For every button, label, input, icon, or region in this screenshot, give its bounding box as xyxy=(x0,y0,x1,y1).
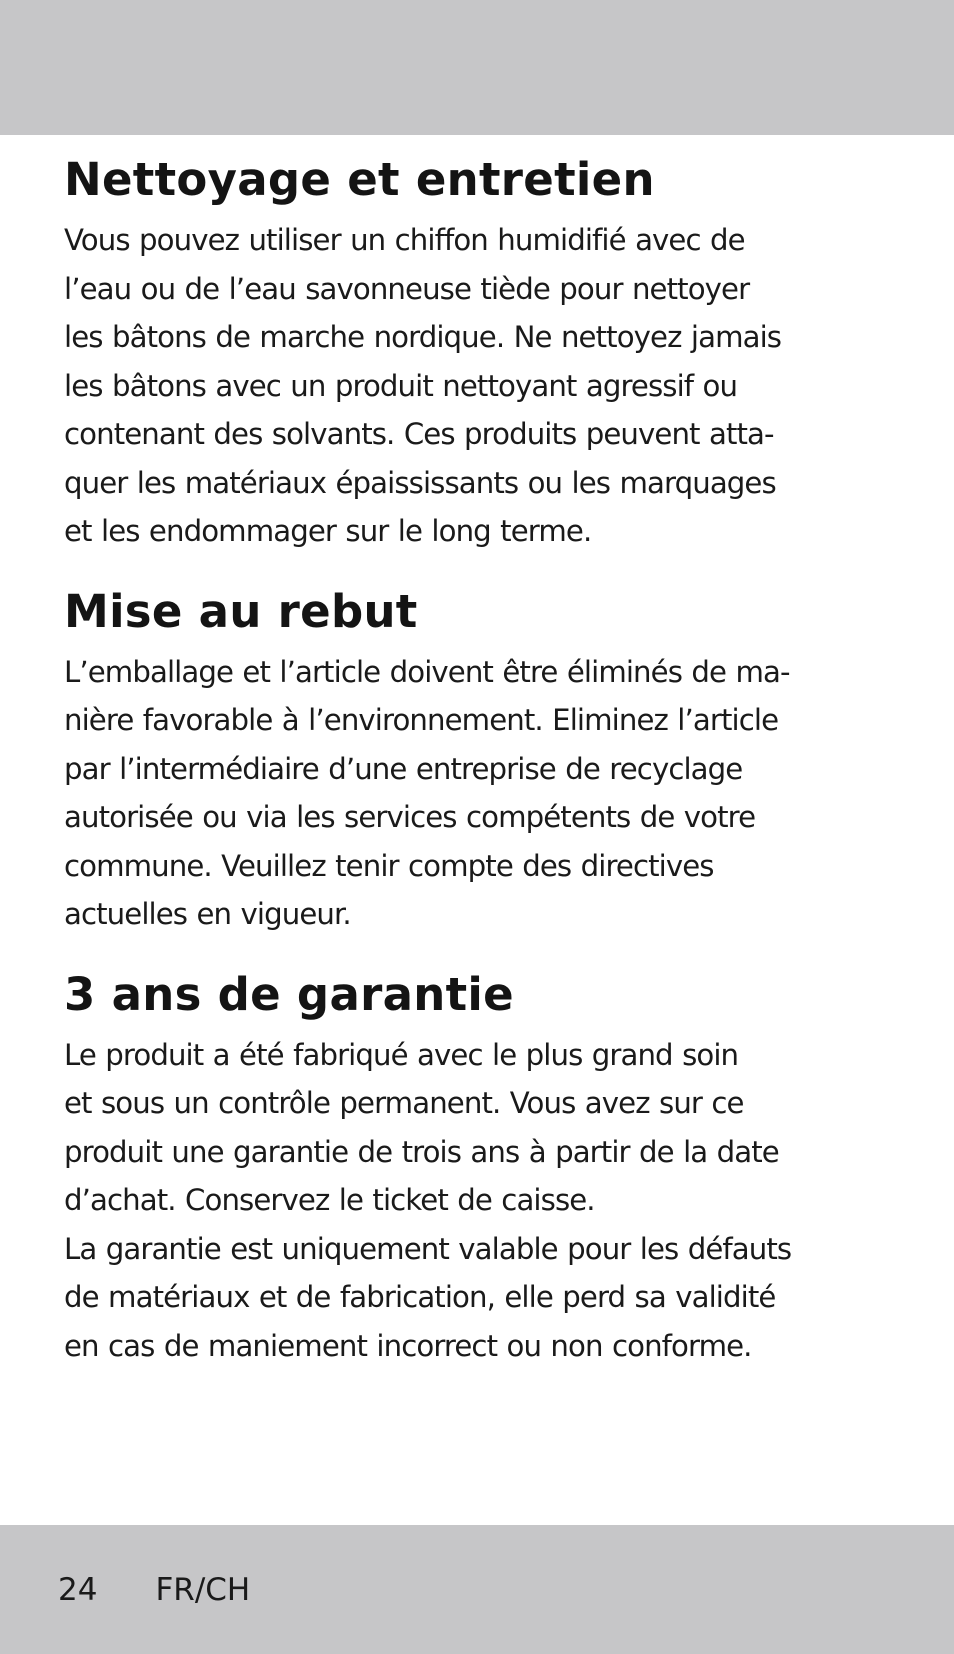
paragraph-disposal xyxy=(64,648,904,939)
text-line: de matériaux et de fabrication, elle perd sa validité xyxy=(64,1280,776,1314)
page-content xyxy=(64,150,904,1396)
text-line: La garantie est uniquement valable pour les défauts xyxy=(64,1231,792,1266)
page-number: 24 xyxy=(58,1572,98,1608)
header-band xyxy=(0,0,954,135)
text-line: d’achat. Conservez le ticket de caisse. xyxy=(64,1183,595,1217)
text-line: autorisée ou via les services compétents de votre xyxy=(64,800,756,834)
text-line: L’emballage et l’article doivent être éliminés de ma- xyxy=(64,654,790,689)
text-line: les bâtons avec un produit nettoyant agressif ou xyxy=(64,368,738,403)
text-line: actuelles en vigueur. xyxy=(64,897,351,931)
section-disposal xyxy=(64,582,904,939)
section-warranty xyxy=(64,965,904,1371)
text-line: l’eau ou de l’eau savonneuse tiède pour nettoyer xyxy=(64,271,750,306)
locale-label: FR/CH xyxy=(155,1572,251,1608)
text-line: en cas de maniement incorrect ou non conforme. xyxy=(64,1328,752,1363)
paragraph-cleaning xyxy=(64,216,904,556)
paragraph-warranty xyxy=(64,1031,904,1371)
text-line: Vous pouvez utiliser un chiffon humidifié avec de xyxy=(64,223,745,257)
text-line: Le produit a été fabriqué avec le plus grand soin xyxy=(64,1037,739,1072)
text-line: et les endommager sur le long terme. xyxy=(64,514,592,548)
text-line: produit une garantie de trois ans à partir de la date xyxy=(64,1134,779,1169)
text-line: commune. Veuillez tenir compte des directives xyxy=(64,848,714,883)
section-title-warranty: 3 ans de garantie xyxy=(64,967,514,1021)
text-line: contenant des solvants. Ces produits peuvent atta- xyxy=(64,417,774,451)
section-title-disposal: Mise au rebut xyxy=(64,584,418,638)
section-cleaning xyxy=(64,150,904,556)
text-line: les bâtons de marche nordique. Ne nettoyez jamais xyxy=(64,320,782,354)
text-line: nière favorable à l’environnement. Eliminez l’article xyxy=(64,703,779,737)
text-line: par l’intermédiaire d’une entreprise de recyclage xyxy=(64,751,743,786)
text-line: quer les matériaux épaississants ou les marquages xyxy=(64,465,776,500)
text-line: et sous un contrôle permanent. Vous avez sur ce xyxy=(64,1086,744,1120)
section-title-cleaning: Nettoyage et entretien xyxy=(64,153,655,206)
page-footer xyxy=(58,1568,250,1612)
